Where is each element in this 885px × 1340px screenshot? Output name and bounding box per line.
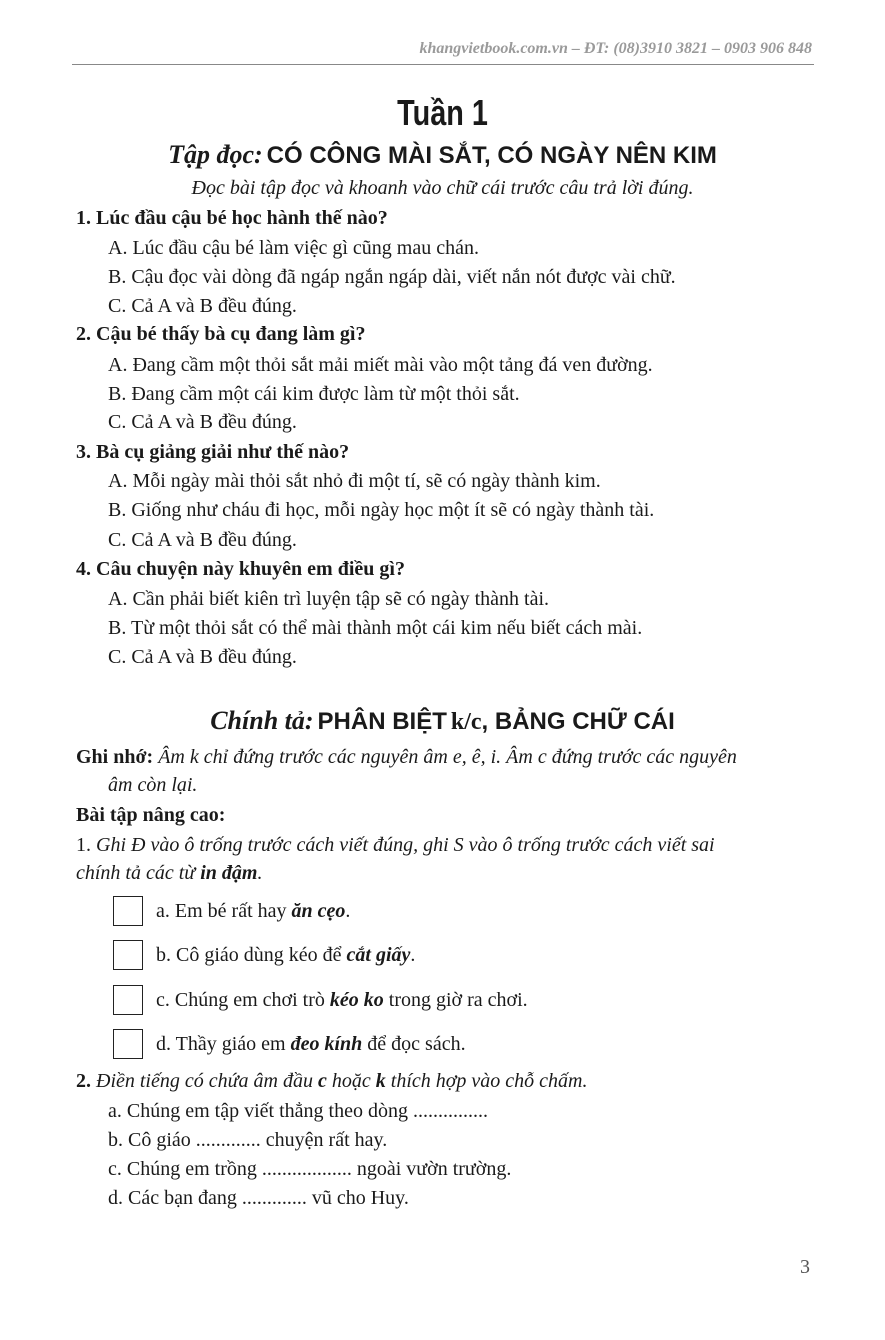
spelling-label: Chính tả: bbox=[210, 706, 314, 735]
question-1-option-c: C. Cả A và B đều đúng. bbox=[108, 295, 297, 317]
reading-title: CÓ CÔNG MÀI SẮT, CÓ NGÀY NÊN KIM bbox=[266, 142, 717, 169]
answer-box-b[interactable] bbox=[113, 940, 143, 970]
question-4-option-c: C. Cả A và B đều đúng. bbox=[108, 646, 297, 668]
spelling-title-a: PHÂN BIỆT bbox=[317, 708, 447, 735]
item-c-word: kéo ko bbox=[329, 989, 384, 1011]
answer-box-d[interactable] bbox=[113, 1029, 143, 1059]
note-label: Ghi nhớ: bbox=[76, 746, 154, 768]
item-d-post: để đọc sách. bbox=[362, 1033, 466, 1055]
exercise-1-text-2b: in đậm bbox=[200, 862, 258, 884]
question-3: 3. Bà cụ giảng giải như thế nào? bbox=[76, 441, 350, 463]
item-b-post: . bbox=[410, 944, 416, 966]
week-title: Tuần 1 bbox=[397, 92, 488, 133]
item-a-pre: a. Em bé rất hay bbox=[156, 900, 292, 922]
answer-box-c[interactable] bbox=[113, 985, 143, 1015]
item-b-pre: b. Cô giáo dùng kéo để bbox=[156, 944, 347, 966]
item-c bbox=[156, 988, 528, 1012]
note-line-2 bbox=[108, 773, 197, 797]
question-4-option-b: B. Từ một thỏi sắt có thể mài thành một cái kim nếu biết cách mài. bbox=[108, 617, 643, 639]
note-line-1 bbox=[76, 745, 737, 769]
answer-box-a[interactable] bbox=[113, 896, 143, 926]
exercise-2-letter-k: k bbox=[375, 1070, 386, 1092]
exercise-2-letter-c: c bbox=[317, 1070, 327, 1092]
reading-label: Tập đọc: bbox=[168, 140, 263, 169]
question-1: 1. Lúc đầu cậu bé học hành thế nào? bbox=[76, 207, 388, 229]
reading-instruction: Đọc bài tập đọc và khoanh vào chữ cái trước câu trả lời đúng. bbox=[191, 177, 694, 199]
note-text-1: Âm k chỉ đứng trước các nguyên âm e, ê, i. Âm c đứng trước các nguyên bbox=[158, 746, 737, 768]
exercise-2-text-end: thích hợp vào chỗ chấm. bbox=[385, 1070, 588, 1092]
fill-line-d: d. Các bạn đang ............. vũ cho Huy. bbox=[108, 1187, 409, 1209]
item-a-post: . bbox=[345, 900, 351, 922]
fill-line-c: c. Chúng em trồng .................. ngoài vườn trường. bbox=[108, 1158, 512, 1180]
question-1-option-a: A. Lúc đầu cậu bé làm việc gì cũng mau chán. bbox=[108, 237, 479, 259]
question-2-option-c: C. Cả A và B đều đúng. bbox=[108, 411, 297, 433]
exercise-1-number: 1. bbox=[76, 834, 91, 856]
question-3-option-b: B. Giống như cháu đi học, mỗi ngày học một ít sẽ có ngày thành tài. bbox=[108, 499, 655, 521]
exercise-2-text-a: Điền tiếng có chứa âm đầu bbox=[96, 1070, 318, 1092]
question-2-option-b: B. Đang cầm một cái kim được làm từ một thỏi sắt. bbox=[108, 383, 520, 405]
exercise-1-text-1: Ghi Đ vào ô trống trước cách viết đúng, ghi S vào ô trống trước cách viết sai bbox=[96, 834, 715, 856]
exercise-1-text-2a: chính tả các từ bbox=[76, 862, 201, 884]
note-text-2: âm còn lại. bbox=[108, 774, 198, 796]
exercise-2-text-mid: hoặc bbox=[326, 1070, 376, 1092]
spelling-title-c: , BẢNG CHỮ CÁI bbox=[481, 708, 675, 735]
question-3-option-a: A. Mỗi ngày mài thỏi sắt nhỏ đi một tí, sẽ có ngày thành kim. bbox=[108, 470, 601, 492]
exercise-2 bbox=[76, 1069, 588, 1093]
fill-line-b: b. Cô giáo ............. chuyện rất hay. bbox=[108, 1129, 388, 1151]
spelling-title-b: k/c bbox=[450, 709, 482, 735]
page-number: 3 bbox=[800, 1256, 810, 1278]
header-divider bbox=[72, 64, 814, 65]
question-4: 4. Câu chuyện này khuyên em điều gì? bbox=[76, 558, 405, 580]
item-d bbox=[156, 1032, 466, 1056]
item-a bbox=[156, 899, 350, 923]
fill-line-a: a. Chúng em tập viết thẳng theo dòng ............... bbox=[108, 1100, 488, 1122]
reading-section-title bbox=[0, 140, 885, 170]
item-b bbox=[156, 943, 415, 967]
page-header-source: khangvietbook.com.vn – ĐT: (08)3910 3821 – 0903 906 848 bbox=[419, 40, 812, 57]
item-d-pre: d. Thầy giáo em bbox=[156, 1033, 291, 1055]
item-b-word: cắt giấy bbox=[346, 944, 411, 966]
exercise-1-line-2 bbox=[76, 861, 262, 885]
question-3-option-c: C. Cả A và B đều đúng. bbox=[108, 529, 297, 551]
advanced-label: Bài tập nâng cao: bbox=[76, 804, 226, 826]
exercise-2-number: 2. bbox=[76, 1070, 91, 1092]
exercise-1-line-1 bbox=[76, 833, 715, 857]
exercise-1-text-2c: . bbox=[257, 862, 263, 884]
item-d-word: đeo kính bbox=[290, 1033, 363, 1055]
item-a-word: ăn cẹo bbox=[291, 900, 346, 922]
question-4-option-a: A. Cần phải biết kiên trì luyện tập sẽ có ngày thành tài. bbox=[108, 588, 549, 610]
item-c-pre: c. Chúng em chơi trò bbox=[156, 989, 330, 1011]
item-c-post: trong giờ ra chơi. bbox=[383, 989, 528, 1011]
spelling-section-title bbox=[0, 706, 885, 736]
question-1-option-b: B. Cậu đọc vài dòng đã ngáp ngắn ngáp dài, viết nắn nót được vài chữ. bbox=[108, 266, 676, 288]
question-2-option-a: A. Đang cầm một thỏi sắt mải miết mài vào một tảng đá ven đường. bbox=[108, 354, 653, 376]
question-2: 2. Cậu bé thấy bà cụ đang làm gì? bbox=[76, 323, 366, 345]
